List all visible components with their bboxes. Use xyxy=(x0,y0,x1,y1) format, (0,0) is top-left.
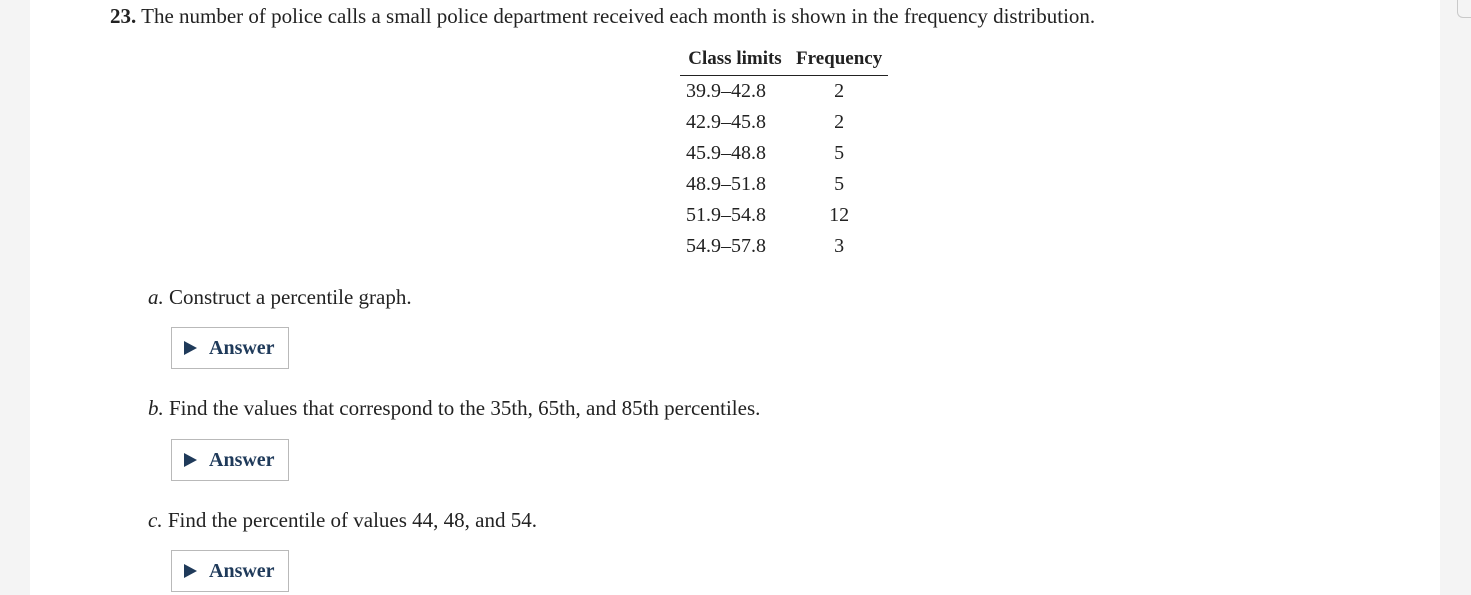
part-b-text: Find the values that correspond to the 35th, 65th, and 85th percentiles. xyxy=(169,396,761,420)
column-header-frequency: Frequency xyxy=(790,46,888,76)
frequency-table xyxy=(680,46,888,262)
answer-button-label: Answer xyxy=(209,448,275,471)
part-a-letter: a. xyxy=(148,285,164,309)
part-a-text: Construct a percentile graph. xyxy=(169,285,412,309)
class-limits-cell: 51.9–54.8 xyxy=(686,204,766,226)
part-c-text: Find the percentile of values 44, 48, and 54. xyxy=(167,508,537,532)
class-limits-cell: 39.9–42.8 xyxy=(686,80,766,102)
triangle-right-icon xyxy=(184,453,197,467)
table-header-row xyxy=(680,46,888,76)
part-b-letter: b. xyxy=(148,396,164,420)
table-row xyxy=(680,138,888,169)
frequency-cell: 5 xyxy=(834,173,845,195)
part-c-prompt xyxy=(148,507,537,533)
class-limits-cell: 42.9–45.8 xyxy=(686,111,766,133)
frequency-cell: 5 xyxy=(834,142,845,164)
part-a-answer-button[interactable] xyxy=(171,327,289,369)
triangle-right-icon xyxy=(184,564,197,578)
class-limits-cell: 45.9–48.8 xyxy=(686,142,766,164)
table-row xyxy=(680,107,888,138)
triangle-right-icon xyxy=(184,341,197,355)
answer-button-label: Answer xyxy=(209,559,275,582)
class-limits-cell: 48.9–51.8 xyxy=(686,173,766,195)
column-header-class-limits: Class limits xyxy=(680,46,790,76)
frequency-cell: 2 xyxy=(834,80,845,102)
table-row xyxy=(680,200,888,231)
problem-number: 23. xyxy=(110,4,137,28)
part-b-prompt xyxy=(148,395,760,421)
problem-statement xyxy=(110,3,1095,29)
table-row xyxy=(680,231,888,262)
problem-text: The number of police calls a small police department received each month is shown in the frequency distribution. xyxy=(141,4,1096,28)
frequency-cell: 12 xyxy=(829,204,850,226)
class-limits-cell: 54.9–57.8 xyxy=(686,235,766,257)
part-c-answer-button[interactable] xyxy=(171,550,289,592)
part-c-letter: c. xyxy=(148,508,163,532)
frequency-cell: 2 xyxy=(834,111,845,133)
answer-button-label: Answer xyxy=(209,336,275,359)
table-row xyxy=(680,76,888,108)
frequency-cell: 3 xyxy=(834,235,845,257)
part-b-answer-button[interactable] xyxy=(171,439,289,481)
part-a-prompt xyxy=(148,284,412,310)
scrollbar-corner xyxy=(1457,0,1471,18)
table-row xyxy=(680,169,888,200)
